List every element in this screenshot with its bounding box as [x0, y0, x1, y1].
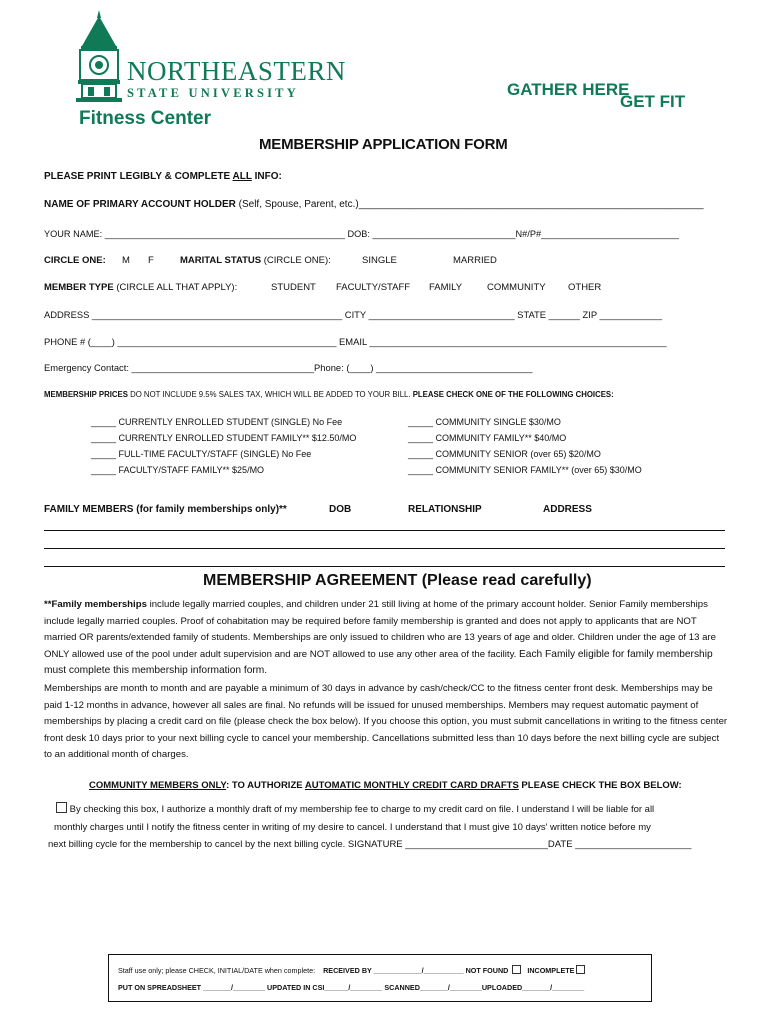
slogan-line-1: GATHER HERE	[507, 80, 630, 99]
marital-married[interactable]: MARRIED	[453, 255, 497, 266]
consent-line-1: By checking this box, I authorize a monthly draft of my membership fee to charge to my credit card on file. I understand I will be liable for all	[56, 802, 654, 815]
family-address-header: ADDRESS	[543, 504, 592, 515]
price-option[interactable]: _____ CURRENTLY ENROLLED STUDENT FAMILY** $12.50/MO	[91, 433, 357, 443]
consent-line-2: monthly charges until I notify the fitness center in writing of my desire to cancel. I understand that I must give 10 days' written notice before my	[54, 822, 651, 833]
family-relationship-header: RELATIONSHIP	[408, 504, 482, 515]
staff-use-box	[108, 954, 652, 1002]
member-type-community[interactable]: COMMUNITY	[487, 282, 546, 293]
community-authorize-heading: COMMUNITY MEMBERS ONLY: TO AUTHORIZE AUTOMATIC MONTHLY CREDIT CARD DRAFTS PLEASE CHECK THE BOX BELOW:	[89, 780, 682, 791]
family-dob-header: DOB	[329, 504, 352, 515]
instructions: PLEASE PRINT LEGIBLY & COMPLETE ALL INFO:	[44, 171, 282, 182]
price-option[interactable]: _____ COMMUNITY SENIOR (over 65) $20/MO	[408, 449, 601, 459]
price-option[interactable]: _____ COMMUNITY SINGLE $30/MO	[408, 417, 561, 427]
org-name: NORTHEASTERN	[127, 56, 346, 86]
staff-line-2[interactable]: PUT ON SPREADSHEET _______/________ UPDATED IN CSI______/________ SCANNED_______/________UPLOADED_______/________	[118, 983, 585, 992]
member-type-other[interactable]: OTHER	[568, 282, 602, 293]
gender-m[interactable]: M	[122, 255, 130, 266]
address-field[interactable]: ADDRESS ________________________________________________ CITY ____________________________ STATE ______ ZIP ____________	[44, 309, 663, 320]
price-option[interactable]: _____ COMMUNITY SENIOR FAMILY** (over 65) $30/MO	[408, 465, 642, 475]
prices-note: MEMBERSHIP PRICES DO NOT INCLUDE 9.5% SALES TAX, WHICH WILL BE ADDED TO YOUR BILL. PLEASE CHECK ONE OF THE FOLLOWING CHOICES:	[44, 390, 614, 399]
member-type-student[interactable]: STUDENT	[271, 282, 316, 293]
family-line[interactable]	[44, 530, 725, 531]
agreement-title: MEMBERSHIP AGREEMENT (Please read carefully)	[203, 572, 592, 589]
price-option[interactable]: _____ CURRENTLY ENROLLED STUDENT (SINGLE) No Fee	[91, 417, 343, 427]
department-name: Fitness Center	[79, 108, 211, 129]
marital-status-label: MARITAL STATUS (CIRCLE ONE):	[180, 255, 331, 266]
org-subtitle: STATE UNIVERSITY	[127, 86, 299, 100]
member-type-label: MEMBER TYPE (CIRCLE ALL THAT APPLY):	[44, 282, 238, 293]
phone-email-field[interactable]: PHONE # (____) __________________________________________ EMAIL _________________________________________________________	[44, 336, 667, 347]
price-option[interactable]: _____ FACULTY/STAFF FAMILY** $25/MO	[91, 465, 265, 475]
staff-line-1: Staff use only; please CHECK, INITIAL/DATE when complete: RECEIVED BY ____________/__________ NOT FOUND INCOMPLETE	[118, 965, 585, 975]
university-tower-logo	[76, 10, 122, 102]
primary-holder-field[interactable]: NAME OF PRIMARY ACCOUNT HOLDER (Self, Spouse, Parent, etc.)______________________________________________________________	[44, 199, 704, 210]
price-option[interactable]: _____ COMMUNITY FAMILY** $40/MO	[408, 433, 567, 443]
billing-paragraph: Memberships are month to month and are payable a minimum of 30 days in advance by cash/check/CC to the fitness center front desk. Memberships may be paid 1-12 months in advance, however all sales are final. No refunds will be issued for unused memberships. Members may request automatic payment of memberships by placing a credit card on file (please check the box below). If you choose this option, you must submit cancellations in writing to the fitness center front desk 10 days prior to your next billing cycle to cancel your membership. Cancellations submitted less than 10 days before the next billing cycle are subject to an additional month of charges.	[44, 683, 728, 760]
your-name-field[interactable]: YOUR NAME: _______________________________________________ DOB: ____________________________N#/P#___________________________	[44, 229, 680, 239]
price-option[interactable]: _____ FULL-TIME FACULTY/STAFF (SINGLE) No Fee	[91, 449, 312, 459]
family-line[interactable]	[44, 566, 725, 567]
circle-one-label: CIRCLE ONE:	[44, 255, 106, 266]
emergency-contact-field[interactable]: Emergency Contact: ___________________________________Phone: (____) ______________________________	[44, 362, 533, 373]
gender-f[interactable]: F	[148, 255, 154, 266]
incomplete-checkbox[interactable]	[576, 965, 585, 974]
family-membership-paragraph: **Family memberships include legally married couples, and children under 21 still living at home of the primary account holder. Senior Family memberships include legally married couples. Proof of cohabitation may be required before family membership is granted and does not apply to applicants that are NOT married OR parents/extended family of students. Memberships are only issued to children who are 13 years of age and older. Children under the age of 13 are ONLY allowed use of the pool under adult supervision and are NOT allowed to use any other area of the facility. Each Family eligible for family membership must complete this membership information form.	[44, 599, 716, 676]
form-title: MEMBERSHIP APPLICATION FORM	[259, 136, 508, 153]
marital-single[interactable]: SINGLE	[362, 255, 397, 266]
signature-date-line[interactable]: next billing cycle for the membership to cancel by the next billing cycle. SIGNATURE ___________________________DATE ______________________	[48, 839, 692, 850]
not-found-checkbox[interactable]	[512, 965, 521, 974]
family-members-heading: FAMILY MEMBERS (for family memberships only)**	[44, 504, 287, 515]
member-type-family[interactable]: FAMILY	[429, 282, 463, 293]
member-type-faculty-staff[interactable]: FACULTY/STAFF	[336, 282, 411, 293]
slogan-line-2: GET FIT	[620, 92, 686, 111]
family-line[interactable]	[44, 548, 725, 549]
auto-draft-checkbox[interactable]	[56, 802, 67, 813]
